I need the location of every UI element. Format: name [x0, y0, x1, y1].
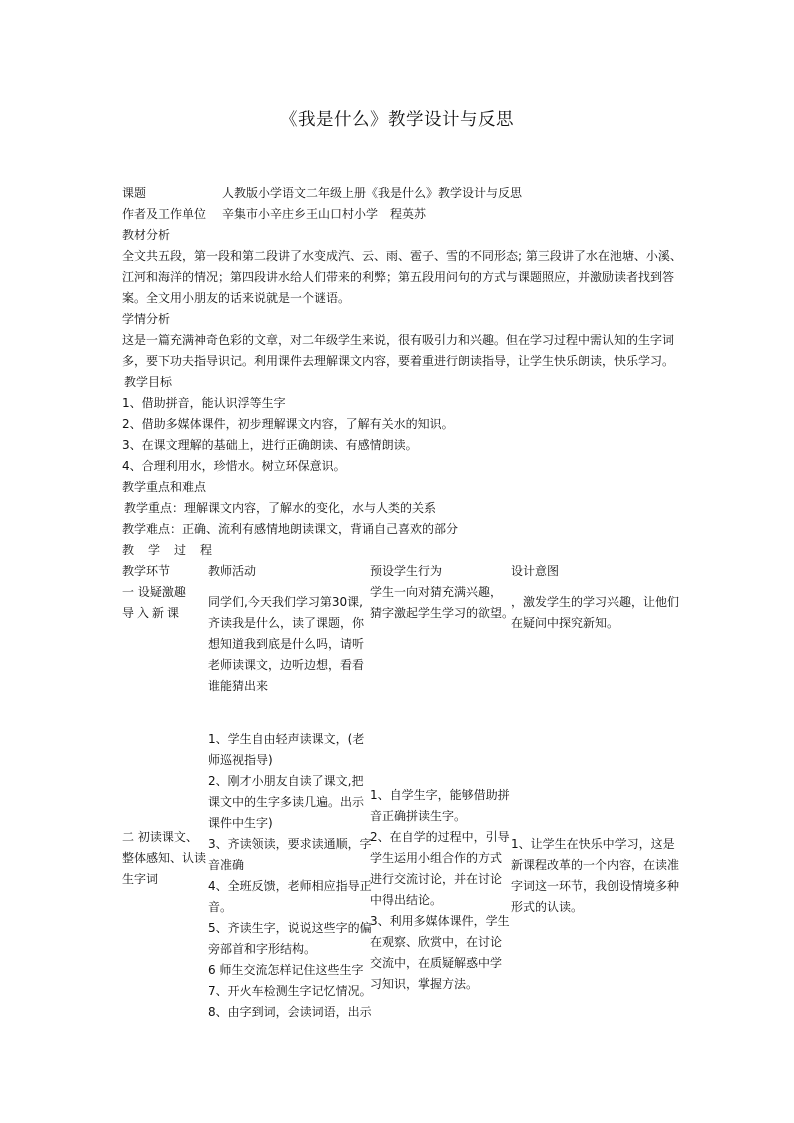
row1-teacher-line: 谁能猜出来 [208, 679, 269, 693]
row1-stage-line: 导入新课 [122, 606, 183, 620]
goals-heading: 教学目标 [124, 375, 173, 389]
author-value: 辛集市小辛庄乡王山口村小学 程英苏 [222, 207, 427, 221]
row2-teacher-line: 5、齐读生字，说说这些字的偏 [208, 921, 372, 935]
row2-teacher-line: 1、学生自由轻声读课文，(老 [208, 732, 365, 746]
row1-student-line: 猜字激起学生学习的欲望。 [370, 606, 515, 620]
table-header-student: 预设学生行为 [370, 564, 443, 578]
row2-student-line: 中得出结论。 [370, 893, 443, 907]
row2-teacher-line: 4、全班反馈，老师相应指导正 [208, 879, 372, 893]
goal-item-4: 4、合理利用水，珍惜水。树立环保意识。 [122, 459, 346, 473]
row2-teacher-line: 2、刚才小朋友自读了课文,把 [208, 774, 364, 788]
difficult-point: 教学难点：正确、流利有感情地朗读课文，背诵自己喜欢的部分 [122, 522, 459, 536]
row1-intent-line: 在疑问中探究新知。 [511, 616, 620, 630]
row2-stage-line: 整体感知、认读 [122, 851, 207, 865]
row1-student-line: 学生一向对猜充满兴趣， [370, 585, 503, 599]
row2-student-line: 在观察、欣赏中，在讨论 [370, 935, 503, 949]
process-heading: 教学过程 [122, 543, 227, 557]
table-header-intent: 设计意图 [511, 564, 560, 578]
goal-item-2: 2、借助多媒体课件，初步理解课文内容，了解有关水的知识。 [122, 417, 454, 431]
key-point: 教学重点：理解课文内容，了解水的变化，水与人类的关系 [124, 501, 437, 515]
topic-value: 人教版小学语文二年级上册《我是什么》教学设计与反思 [222, 186, 523, 200]
row2-teacher-line: 课件中生字) [208, 816, 273, 830]
row2-teacher-line: 课文中的生字多读几遍。出示 [208, 795, 365, 809]
row2-intent [511, 834, 679, 918]
row1-student [370, 582, 514, 624]
row2-stage-line: 生字词 [122, 872, 159, 886]
goal-item-3: 3、在课文理解的基础上，进行正确朗读、有感情朗读。 [122, 438, 418, 452]
row2-student-line: 音正确拼读生字。 [370, 809, 467, 823]
row2-teacher-line: 6 师生交流怎样记住这些生字 [208, 963, 364, 977]
row2-teacher-line: 音准确 [208, 858, 245, 872]
row2-student-line: 1、自学生字，能够借助拼 [370, 788, 510, 802]
row2-stage [122, 827, 206, 890]
row2-student-line: 进行交流讨论，并在讨论 [370, 872, 503, 886]
row2-teacher-line: 旁部首和字形结构。 [208, 942, 317, 956]
row2-intent-line: 字词这一环节，我创设情境多种 [511, 879, 680, 893]
goal-item-1: 1、借助拼音，能认识浮等生字 [122, 396, 286, 410]
row1-teacher-line: 齐读我是什么，读了课题，你 [208, 616, 365, 630]
students-heading: 学情分析 [122, 312, 171, 326]
author-row [122, 204, 426, 225]
row2-teacher-line: 7、开火车检测生字记忆情况。 [208, 984, 372, 998]
material-paragraph: 全文共五段，第一段和第二段讲了水变成汽、云、雨、雹子、雪的不同形态; 第三段讲了水在池塘、小溪、江河和海洋的情况；第四段讲水给人们带来的利弊；第五段用问句的方式与课题照应，并激励读者找到答案。全文用小朋友的话来说就是一个谜语。 [122, 249, 682, 305]
row2-teacher [208, 729, 372, 1023]
row1-teacher-line: 同学们,今天我们学习第30课, [208, 595, 363, 609]
material-heading: 教材分析 [122, 228, 171, 242]
row1-teacher-line: 想知道我到底是什么吗，请听 [208, 637, 365, 651]
row2-student-line: 交流中，在质疑解惑中学 [370, 956, 503, 970]
students-paragraph: 这是一篇充满神奇色彩的文章，对二年级学生来说，很有吸引力和兴趣。但在学习过程中需认知的生字词多，要下功夫指导识记。利用课件去理解课文内容，要着重进行朗读指导，让学生快乐朗读，快乐学习。 [122, 333, 675, 368]
row1-stage [122, 582, 186, 624]
row2-student-line: 3、利用多媒体课件，学生 [370, 914, 510, 928]
table-header-stage: 教学环节 [122, 564, 171, 578]
row2-stage-line: 二 初读课文、 [122, 830, 198, 844]
topic-row [122, 183, 522, 204]
row1-teacher-line: 老师读课文，边听边想，看看 [208, 658, 365, 672]
row2-teacher-line: 8、由字到词，会读词语，出示 [208, 1005, 372, 1019]
row2-student-line: 习知识，掌握方法。 [370, 977, 479, 991]
author-label: 作者及工作单位 [122, 207, 207, 221]
row2-intent-line: 1、让学生在快乐中学习，这是 [511, 837, 675, 851]
row1-teacher [208, 592, 364, 697]
row2-teacher-line: 音。 [208, 900, 233, 914]
topic-label: 课题 [122, 186, 147, 200]
row2-student-line: 学生运用小组合作的方式 [370, 851, 503, 865]
row2-student [370, 785, 510, 995]
row2-intent-line: 新课程改革的一个内容，在读准 [511, 858, 680, 872]
row2-teacher-line: 师巡视指导) [208, 753, 273, 767]
row1-intent-line: ，激发学生的学习兴趣，让他们 [511, 595, 680, 609]
row2-student-line: 2、在自学的过程中，引导 [370, 830, 510, 844]
row2-intent-line: 形式的认读。 [511, 900, 584, 914]
document-title: 《我是什么》教学设计与反思 [280, 110, 514, 130]
row1-stage-line: 一 设疑激趣 [122, 585, 186, 599]
row1-intent [511, 592, 679, 634]
table-header-teacher: 教师活动 [208, 564, 257, 578]
keypoints-heading: 教学重点和难点 [122, 480, 207, 494]
row2-teacher-line: 3、齐读领读，要求读通顺，字 [208, 837, 372, 851]
